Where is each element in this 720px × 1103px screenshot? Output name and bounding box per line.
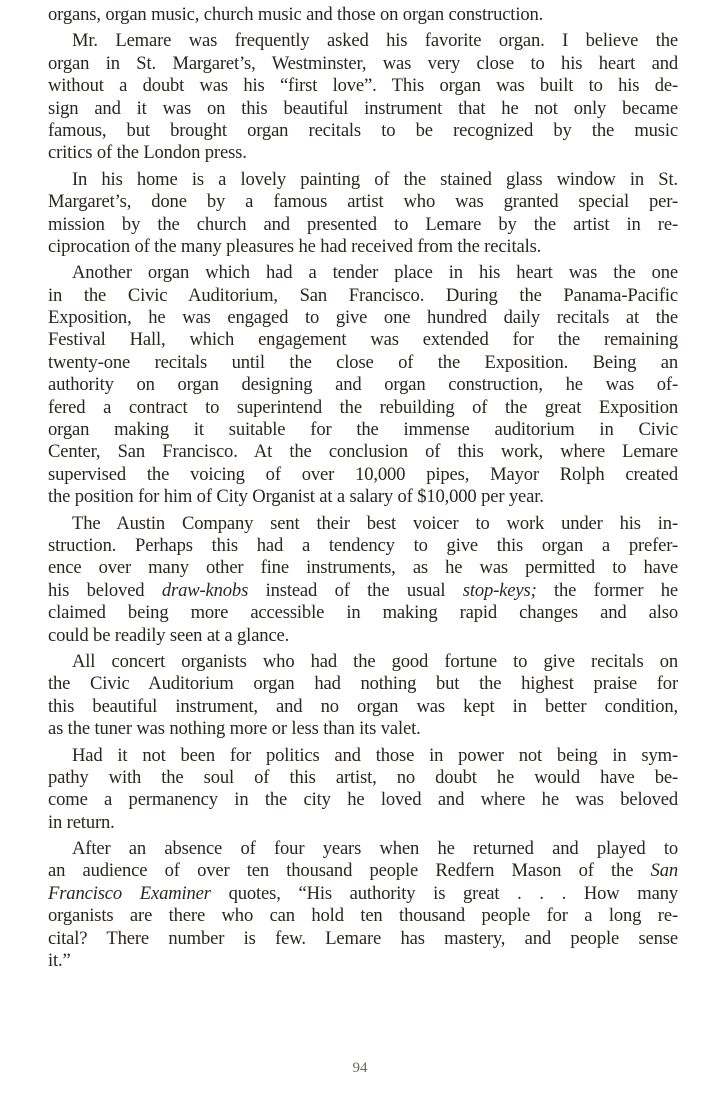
italic-text: Francisco Examiner bbox=[48, 882, 211, 904]
text-line: his beloved draw-knobs instead of the usual stop-keys; the former he bbox=[48, 579, 679, 601]
text-line: organists are there who can hold ten thousand people for a long re- bbox=[48, 905, 678, 927]
text-line: mission by the church and presented to Lemare by the artist in re- bbox=[48, 213, 678, 235]
text-line: ciprocation of the many pleasures he had received from the recitals. bbox=[48, 235, 542, 257]
text-line: Center, San Francisco. At the conclusion of this work, where Lemare bbox=[48, 441, 678, 463]
paragraph bbox=[48, 262, 678, 508]
text-line: cital? There number is few. Lemare has mastery, and people sense bbox=[48, 927, 678, 949]
paragraph bbox=[48, 169, 678, 259]
text-line: struction. Perhaps this had a tendency to give this organ a prefer- bbox=[48, 534, 678, 556]
text-line: organ making it suitable for the immense auditorium in Civic bbox=[48, 419, 678, 441]
text-line: the position for him of City Organist at a salary of $10,000 per year. bbox=[48, 486, 544, 508]
text-line: an audience of over ten thousand people Redfern Mason of the San bbox=[48, 860, 678, 882]
text-line: could be readily seen at a glance. bbox=[48, 624, 290, 646]
text-line: Mr. Lemare was frequently asked his favorite organ. I believe the bbox=[72, 30, 678, 52]
text-line: this beautiful instrument, and no organ was kept in better condition, bbox=[48, 695, 678, 717]
text-line: sign and it was on this beautiful instrument that he not only became bbox=[48, 97, 678, 119]
text-line: organs, organ music, church music and those on organ construction. bbox=[48, 4, 544, 25]
italic-text: San bbox=[650, 860, 678, 882]
paragraph bbox=[48, 513, 678, 647]
text-line: Exposition, he was engaged to give one hundred daily recitals at the bbox=[48, 307, 678, 329]
text-line: fered a contract to superintend the rebuilding of the great Exposition bbox=[48, 396, 678, 418]
text-line: it.” bbox=[48, 950, 71, 972]
text-line: pathy with the soul of this artist, no doubt he would have be- bbox=[48, 766, 678, 788]
text-line: critics of the London press. bbox=[48, 142, 247, 164]
paragraph bbox=[48, 651, 678, 741]
text-line: Francisco Examiner quotes, “His authority is great . . . How many bbox=[48, 882, 678, 904]
text-line: All concert organists who had the good fortune to give recitals on bbox=[72, 650, 678, 672]
text-line: in the Civic Auditorium, San Francisco. During the Panama-Pacific bbox=[48, 284, 678, 306]
paragraph bbox=[48, 838, 678, 972]
text-line: claimed being more accessible in making rapid changes and also bbox=[48, 602, 678, 624]
text-line: as the tuner was nothing more or less than its valet. bbox=[48, 718, 421, 740]
text-line: twenty-one recitals until the close of the Exposition. Being an bbox=[48, 351, 678, 373]
text-line: ence over many other fine instruments, as he was permitted to have bbox=[48, 557, 678, 579]
text-line: the Civic Auditorium organ had nothing but the highest praise for bbox=[48, 673, 678, 695]
text-line: authority on organ designing and organ construction, he was of- bbox=[48, 374, 678, 396]
paragraph bbox=[48, 745, 678, 835]
book-page-text bbox=[48, 4, 678, 972]
text-line: Another organ which had a tender place in his heart was the one bbox=[72, 262, 678, 284]
text-line: organ in St. Margaret’s, Westminster, was very close to his heart and bbox=[48, 52, 678, 74]
text-line: come a permanency in the city he loved and where he was beloved bbox=[48, 789, 678, 811]
text-line: in return. bbox=[48, 811, 115, 833]
text-line: famous, but brought organ recitals to be recognized by the music bbox=[48, 119, 678, 141]
italic-text: draw-knobs bbox=[161, 579, 249, 601]
text-line: supervised the voicing of over 10,000 pipes, Mayor Rolph created bbox=[48, 463, 678, 485]
text-line: Margaret’s, done by a famous artist who was granted special per- bbox=[48, 191, 678, 213]
text-line: After an absence of four years when he returned and played to bbox=[72, 838, 678, 860]
paragraph bbox=[48, 30, 678, 164]
text-line: Had it not been for politics and those in power not being in sym- bbox=[72, 744, 678, 766]
paragraph bbox=[48, 4, 678, 26]
text-line: The Austin Company sent their best voicer to work under his in- bbox=[72, 512, 678, 534]
text-line: Festival Hall, which engagement was extended for the remaining bbox=[48, 329, 678, 351]
text-line: In his home is a lovely painting of the stained glass window in St. bbox=[72, 168, 678, 190]
text-line: without a doubt was his “first love”. This organ was built to his de- bbox=[48, 75, 678, 97]
page-number: 94 bbox=[352, 1060, 368, 1076]
italic-text: stop-keys; bbox=[462, 579, 537, 601]
